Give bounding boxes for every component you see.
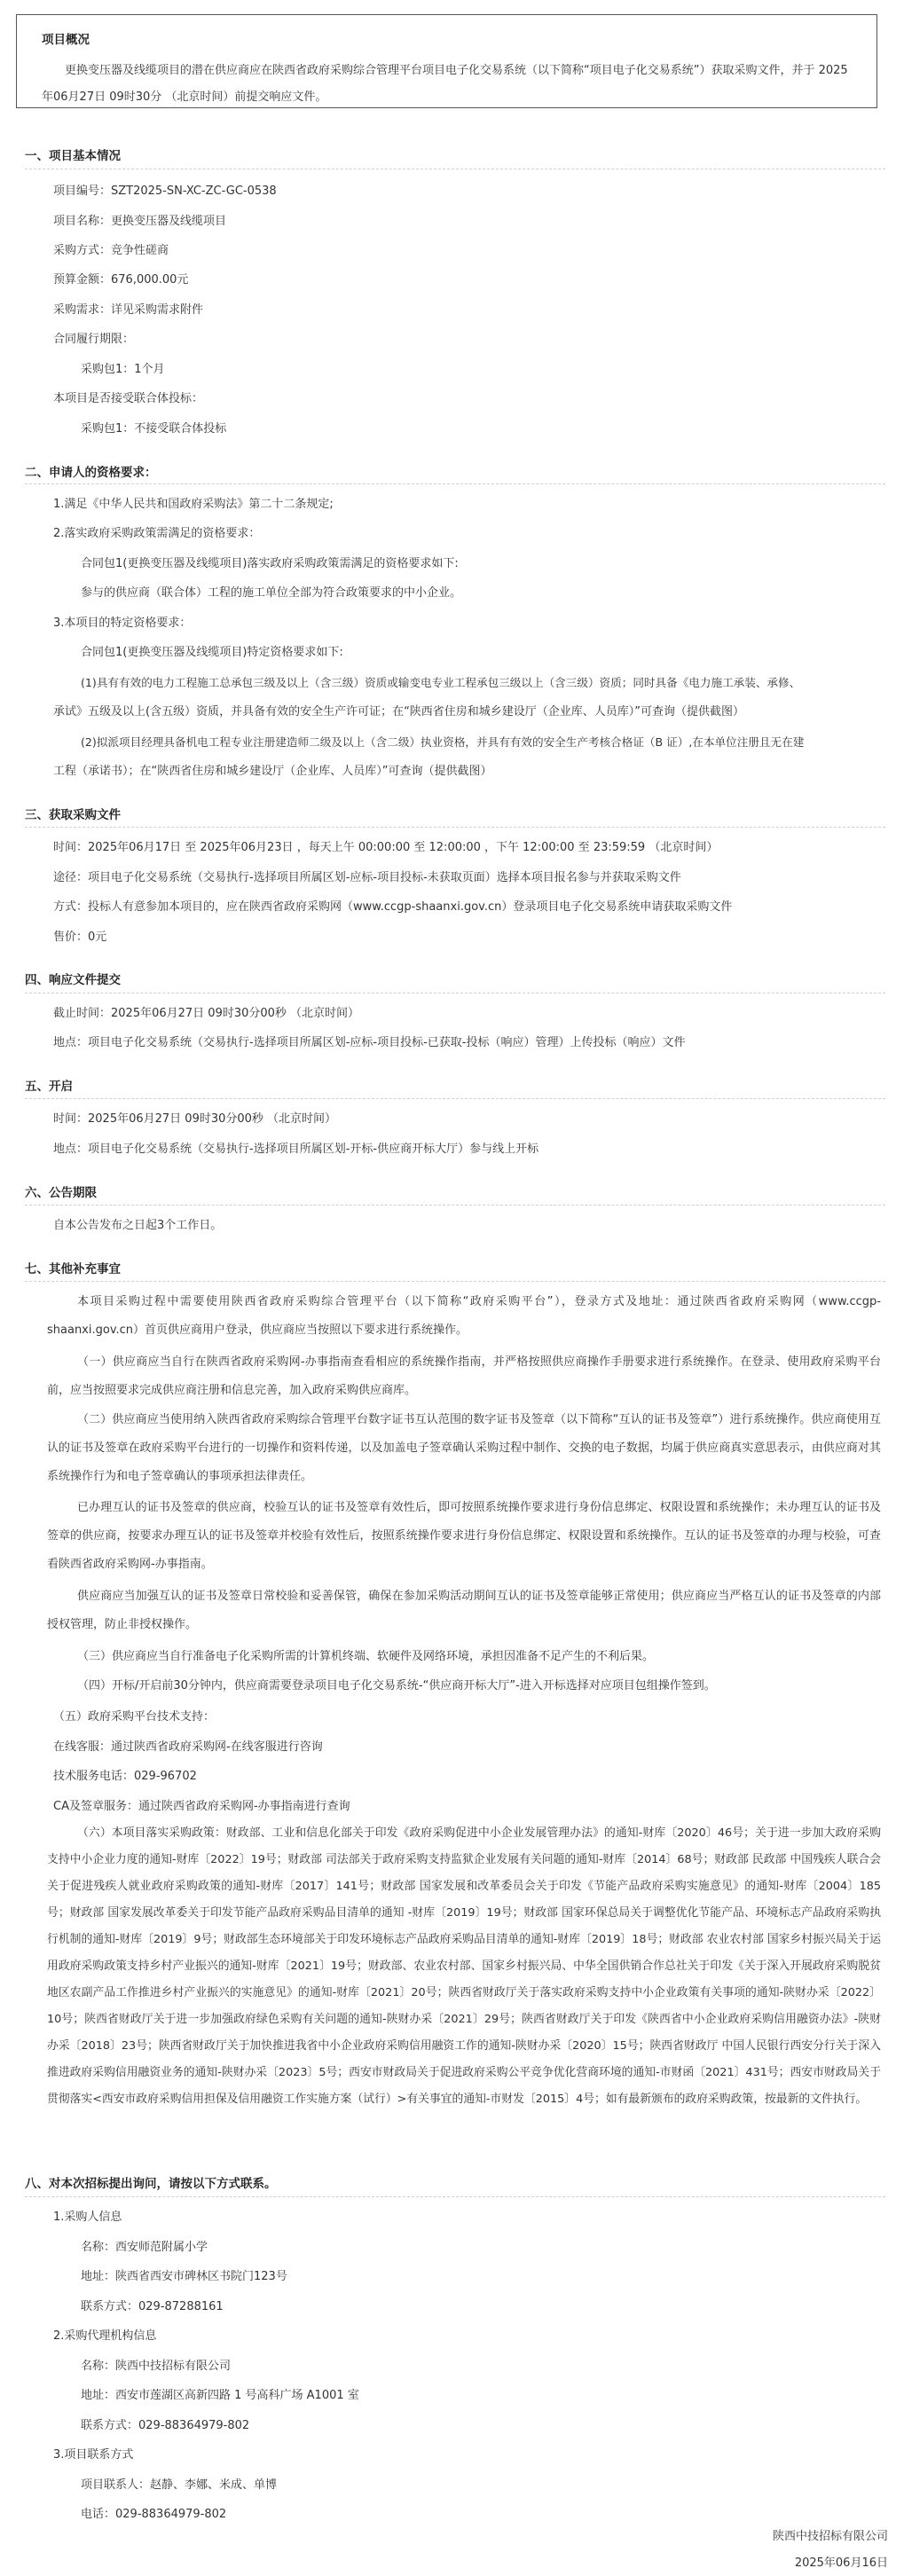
section-divider <box>25 1281 885 1282</box>
consortium-value: 采购包1：不接受联合体投标 <box>81 422 227 436</box>
contact-heading: 3.项目联系方式 <box>53 2448 134 2462</box>
overview-title: 项目概况 <box>42 33 90 47</box>
contract-period-label: 合同履行期限： <box>53 333 135 346</box>
notice-period: 自本公告发布之日起3个工作日。 <box>53 1219 223 1232</box>
opening-location: 地点：项目电子化交易系统（交易执行-选择项目所属区划-开标-供应商开标大厅）参与线上开标 <box>53 1143 539 1156</box>
project-name: 项目名称：更换变压器及线缆项目 <box>53 215 227 228</box>
agency-heading: 2.采购代理机构信息 <box>53 2329 157 2343</box>
supplementary-paragraph: （二）供应商应当使用纳入陕西省政府采购综合管理平台数字证书互认范围的数字证书及签章（以下简称“互认的证书及签章”）进行系统操作。供应商使用互认的证书及签章在政府采购平台进行的一切操作和资料传递，以及加盖电子签章确认采购过程中制作、交换的电子数据，均属于供应商真实意思表示，由供应商对其系统操作行为和电子签章确认的事项承担法律责任。 <box>47 1413 881 1483</box>
overview-text: 更换变压器及线缆项目的潜在供应商应在陕西省政府采购综合管理平台项目电子化交易系统（以下简称“项目电子化交易系统”）获取采购文件，并于 2025年06月27日 09时30分 （北京时间）前提交响应文件。 <box>42 64 848 104</box>
section-title-contact: 八、对本次招标提出询问，请按以下方式联系。 <box>25 2177 277 2191</box>
section-divider <box>25 2196 885 2197</box>
policy-paragraph: （六）本项目落实采购政策：财政部、工业和信息化部关于印发《政府采购促进中小企业发展管理办法》的通知-财库〔2020〕46号；关于进一步加大政府采购支持中小企业力度的通知-财库〔2022〕19号；财政部 司法部关于政府采购支持监狱企业发展有关问题的通知-财库〔2014〕68号；财政部 民政部 中国残疾人联合会关于促进残疾人就业政府采购政策的通知-财库〔2017〕141号；财政部 国家发展和改革委员会关于印发《节能产品政府采购实施意见》的通知-财库〔2004〕185号；财政部 国家发展改革委关于印发节能产品政府采购品目清单的通知 -财库〔2019〕19号；财政部 国家环保总局关于调整优化节能产品、环境标志产品政府采购执行机制的通知-财库〔2019〕9号；财政部生态环境部关于印发环境标志产品政府采购品目清单的通知-财库〔2019〕18号；财政部 农业农村部 国家乡村振兴局关于运用政府采购政策支持乡村产业振兴的通知-财库〔2021〕19号；财政部、农业农村部、国家乡村振兴局、中华全国供销合作总社关于印发《关于深入开展政府采购脱贫地区农副产品工作推进乡村产业振兴的实施意见》的通知-财库〔2021〕20号；陕西省财政厅关于落实政府采购支持中小企业政策有关事项的通知-陕财办采〔2022〕10号；陕西省财政厅关于进一步加强政府绿色采购有关问题的通知-陕财办采〔2021〕29号；陕西省财政厅关于印发《陕西省中小企业政府采购信用融资办法》-陕财办采〔2018〕23号；陕西省财政厅关于加快推进我省中小企业政府采购信用融资工作的通知-陕财办采〔2020〕15号；陕西省财政厅 中国人民银行西安分行关于深入推进政府采购信用融资业务的通知-陕财办采〔2023〕5号；西安市财政局关于促进政府采购公平竞争优化营商环境的通知-市财函〔2021〕431号；西安市财政局关于贯彻落实<西安市政府采购信用担保及信用融资工作实施方案（试行）>有关事宜的通知-市财发〔2015〕4号；如有最新颁布的政府采购政策，按最新的文件执行。 <box>47 1826 881 2106</box>
tech-support-phone: 技术服务电话：029-96702 <box>53 1770 197 1783</box>
supplementary-paragraph: （一）供应商应当自行在陕西省政府采购网-办事指南查看相应的系统操作指南，并严格按照供应商操作手册要求进行系统操作。在登录、使用政府采购平台前，应当按照要求完成供应商注册和信息完善，加入政府采购供应商库。 <box>47 1355 881 1397</box>
procurement-method: 采购方式：竞争性磋商 <box>53 244 169 257</box>
supplementary-paragraph: （三）供应商应当自行准备电子化采购所需的计算机终端、软硬件及网络环境，承担因准备不足产生的不利后果。 <box>77 1650 655 1663</box>
budget-amount: 预算金额：676,000.00元 <box>53 273 189 287</box>
section-title-notice-period: 六、公告期限 <box>25 1186 97 1200</box>
tech-support-online: 在线客服：通过陕西省政府采购网-在线客服进行咨询 <box>53 1740 323 1754</box>
supplementary-paragraph: 已办理互认的证书及签章的供应商，校验互认的证书及签章有效性后，即可按照系统操作要求进行身份信息绑定、权限设置和系统操作；未办理互认的证书及签章的供应商，按要求办理互认的证书及签章并校验有效性后，按照系统操作要求进行身份信息绑定、权限设置和系统操作。互认的证书及签章的办理与校验，可查看陕西省政府采购网-办事指南。 <box>47 1501 881 1571</box>
section-title-submission: 四、响应文件提交 <box>25 973 121 987</box>
contract-period-value: 采购包1：1个月 <box>81 363 165 376</box>
obtain-route: 途径：项目电子化交易系统（交易执行-选择项目所属区划-应标-项目投标-未获取页面）选择本项目报名参与并获取采购文件 <box>53 871 681 884</box>
signature-org: 陕西中技招标有限公司 <box>772 2530 888 2543</box>
qualification-item: 合同包1(更换变压器及线缆项目)特定资格要求如下: <box>81 646 343 659</box>
agency-address: 地址：西安市莲湖区高新四路 1 号高科广场 A1001 室 <box>81 2389 359 2402</box>
section-title-basic-info: 一、项目基本情况 <box>25 149 121 163</box>
supplementary-paragraph: 供应商应当加强互认的证书及签章日常校验和妥善保管，确保在参加采购活动期间互认的证书及签章能够正常使用；供应商应当严格互认的证书及签章的内部授权管理，防止非授权操作。 <box>47 1590 881 1631</box>
qualification-item: 3.本项目的特定资格要求： <box>53 617 192 630</box>
signature-date: 2025年06月16日 <box>794 2556 888 2570</box>
qualification-item: (2)拟派项目经理具备机电工程专业注册建造师二级及以上（含二级）执业资格，并具有有效的安全生产考核合格证（B 证）,在本单位注册且无在建 <box>81 735 805 749</box>
section-title-qualifications: 二、申请人的资格要求： <box>25 466 157 480</box>
qualification-item: 1.满足《中华人民共和国政府采购法》第二十二条规定; <box>53 498 334 511</box>
section-divider <box>25 1098 885 1099</box>
purchaser-address: 地址：陕西省西安市碑林区书院门123号 <box>81 2270 287 2283</box>
qualification-item: 2.落实政府采购政策需满足的资格要求： <box>53 527 261 540</box>
obtain-method: 方式：投标人有意参加本项目的，应在陕西省政府采购网（www.ccgp-shaanxi.gov.cn）登录项目电子化交易系统申请获取采购文件 <box>53 900 733 914</box>
section-divider <box>25 1205 885 1206</box>
contact-persons: 项目联系人：赵静、李娜、米成、单博 <box>81 2478 278 2492</box>
purchaser-name: 名称：西安师范附属小学 <box>81 2241 208 2254</box>
qualification-item: (1)具有有效的电力工程施工总承包三级及以上（含三级）资质或输变电专业工程承包三级以上（含三级）资质；同时具备《电力施工承装、承修、 <box>81 676 801 689</box>
submission-location: 地点：项目电子化交易系统（交易执行-选择项目所属区划-应标-项目投标-已获取-投标（响应）管理）上传投标（响应）文件 <box>53 1036 686 1049</box>
tech-support-heading: （五）政府采购平台技术支持： <box>53 1710 216 1724</box>
overview-box <box>16 14 877 108</box>
project-number: 项目编号：SZT2025-SN-XC-ZC-GC-0538 <box>53 185 277 198</box>
section-title-supplementary: 七、其他补充事宜 <box>25 1262 121 1276</box>
procurement-requirements: 采购需求：详见采购需求附件 <box>53 303 204 317</box>
supplementary-paragraph: 本项目采购过程中需要使用陕西省政府采购综合管理平台（以下简称“政府采购平台”），登录方式及地址：通过陕西省政府采购网（www.ccgp-shaanxi.gov.cn）首页供应商用户登录，供应商应当按照以下要求进行系统操作。 <box>47 1295 881 1337</box>
tech-support-ca: CA及签章服务：通过陕西省政府采购网-办事指南进行查询 <box>53 1800 350 1813</box>
purchaser-phone: 联系方式：029-87288161 <box>81 2300 224 2313</box>
section-divider <box>25 827 885 828</box>
consortium-label: 本项目是否接受联合体投标： <box>53 392 204 405</box>
section-divider <box>25 483 885 484</box>
opening-time: 时间：2025年06月27日 09时30分00秒 （北京时间） <box>53 1112 337 1126</box>
contact-phone: 电话：029-88364979-802 <box>81 2508 227 2521</box>
purchaser-heading: 1.采购人信息 <box>53 2211 122 2224</box>
qualification-item: 工程（承诺书）；在“陕西省住房和城乡建设厅（企业库、人员库）”可查询（提供截图） <box>53 765 492 778</box>
qualification-item: 承试》五级及以上(含五级）资质，并具备有效的安全生产许可证；在“陕西省住房和城乡建设厅（企业库、人员库）”可查询（提供截图） <box>53 705 745 719</box>
obtain-time: 时间：2025年06月17日 至 2025年06月23日 ，每天上午 00:00:00 至 12:00:00 ，下午 12:00:00 至 23:59:59 （北京时间） <box>53 841 719 854</box>
section-title-obtain-documents: 三、获取采购文件 <box>25 808 121 822</box>
submission-deadline: 截止时间：2025年06月27日 09时30分00秒 （北京时间） <box>53 1007 360 1020</box>
qualification-item: 参与的供应商（联合体）工程的施工单位全部为符合政策要求的中小企业。 <box>81 586 462 600</box>
qualification-item: 合同包1(更换变压器及线缆项目)落实政府采购政策需满足的资格要求如下: <box>81 557 459 570</box>
obtain-price: 售价：0元 <box>53 931 107 944</box>
agency-phone: 联系方式：029-88364979-802 <box>81 2419 250 2432</box>
agency-name: 名称：陕西中技招标有限公司 <box>81 2360 232 2373</box>
supplementary-paragraph: （四）开标/开启前30分钟内，供应商需要登录项目电子化交易系统-“供应商开标大厅”-进入开标选择对应项目包组操作签到。 <box>77 1679 716 1692</box>
section-title-opening: 五、开启 <box>25 1080 73 1094</box>
